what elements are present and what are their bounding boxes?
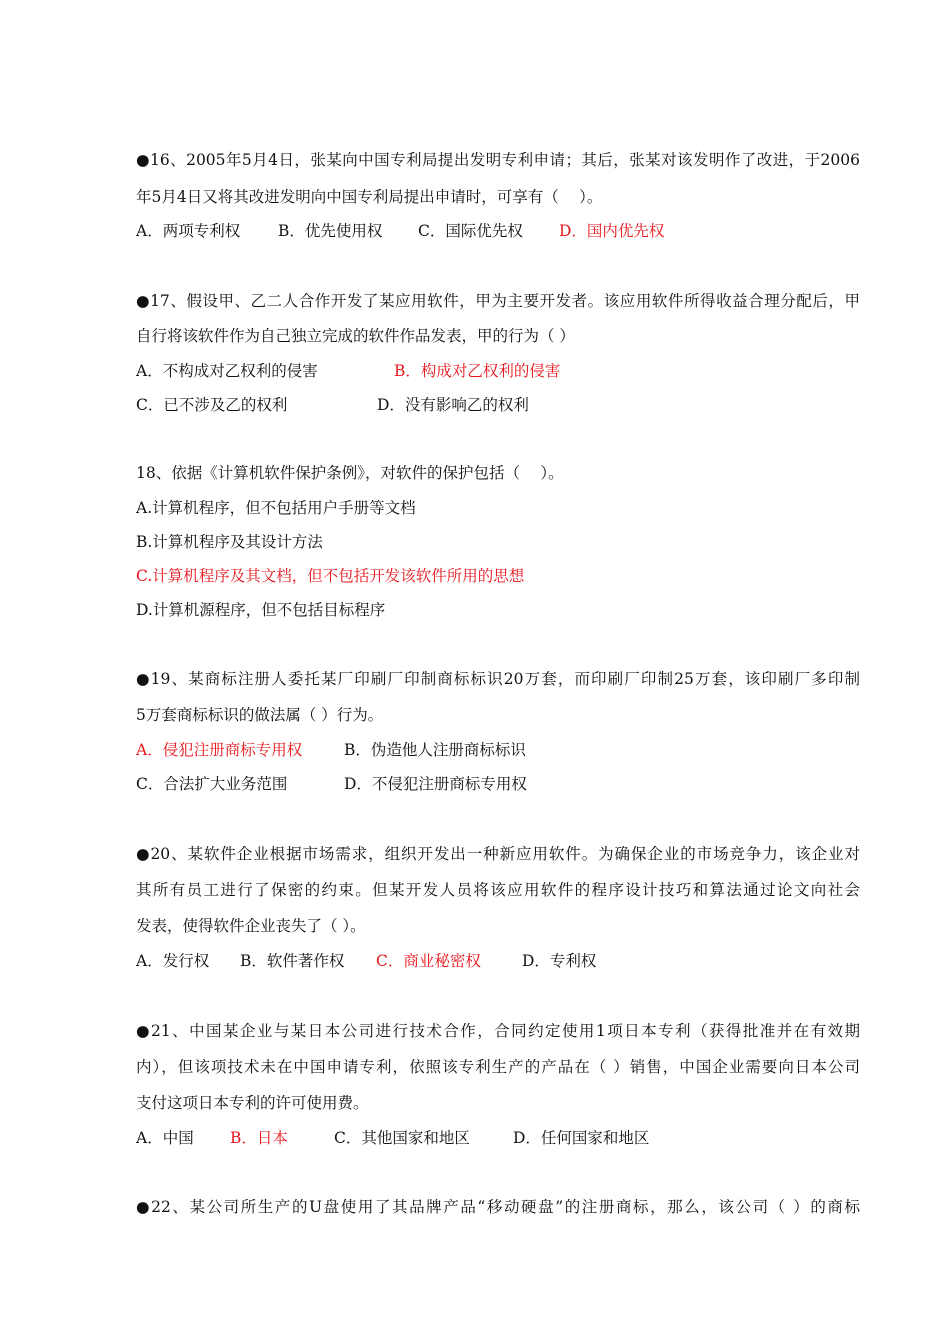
option-d-correct: D．国内优先权 bbox=[559, 222, 665, 240]
question-text-line: ●17、假设甲、乙二人合作开发了某应用软件，甲为主要开发者。该应用软件所得收益合理分配后，甲 bbox=[136, 292, 860, 310]
option-c-correct: C.计算机程序及其文档，但不包括开发该软件所用的思想 bbox=[136, 567, 525, 585]
option-c: C．已不涉及乙的权利 bbox=[136, 396, 288, 414]
option-b: B．伪造他人注册商标标识 bbox=[344, 741, 526, 759]
question-text-line: 发表，使得软件企业丧失了（ ）。 bbox=[136, 917, 366, 935]
question-text-line: 年5月4日又将其改进发明向中国专利局提出申请时，可享有（ ）。 bbox=[136, 188, 603, 206]
option-d: D．不侵犯注册商标专用权 bbox=[344, 775, 527, 793]
option-c-correct: C．商业秘密权 bbox=[376, 952, 481, 970]
option-d: D．没有影响乙的权利 bbox=[377, 396, 529, 414]
option-c: C．合法扩大业务范围 bbox=[136, 775, 288, 793]
question-text-line: ●21、中国某企业与某日本公司进行技术合作，合同约定使用1项日本专利（获得批准并在有效期 bbox=[136, 1022, 860, 1040]
question-text-line: ●16、2005年5月4日，张某向中国专利局提出发明专利申请；其后，张某对该发明作了改进，于2006 bbox=[136, 151, 860, 169]
option-b: B.计算机程序及其设计方法 bbox=[136, 533, 323, 551]
option-b-correct: B．日本 bbox=[230, 1129, 288, 1147]
option-a: A.计算机程序，但不包括用户手册等文档 bbox=[136, 499, 416, 517]
question-text-line: 内），但该项技术未在中国申请专利，依照该专利生产的产品在（ ）销售，中国企业需要向日本公司 bbox=[136, 1058, 860, 1076]
question-text-line: 5万套商标标识的做法属（ ）行为。 bbox=[136, 706, 384, 724]
option-b: B．优先使用权 bbox=[278, 222, 383, 240]
question-text-line: ●22、某公司所生产的U盘使用了其品牌产品“移动硬盘”的注册商标，那么，该公司（ ）的商标 bbox=[136, 1198, 860, 1216]
question-text-line: ●20、某软件企业根据市场需求，组织开发出一种新应用软件。为确保企业的市场竞争力，该企业对 bbox=[136, 845, 860, 863]
option-b-correct: B．构成对乙权利的侵害 bbox=[394, 362, 561, 380]
question-text-line: ●19、某商标注册人委托某厂印刷厂印制商标标识20万套，而印刷厂印制25万套，该印刷厂多印制 bbox=[136, 670, 860, 688]
option-a: A．发行权 bbox=[136, 952, 210, 970]
option-b: B．软件著作权 bbox=[240, 952, 345, 970]
question-text-line: 支付这项日本专利的许可使用费。 bbox=[136, 1094, 369, 1112]
question-text-line: 自行将该软件作为自己独立完成的软件作品发表，甲的行为（ ） bbox=[136, 327, 575, 345]
option-d: D．任何国家和地区 bbox=[513, 1129, 650, 1147]
question-text-line: 其所有员工进行了保密的约束。但某开发人员将该应用软件的程序设计技巧和算法通过论文向社会 bbox=[136, 881, 860, 899]
option-c: C．其他国家和地区 bbox=[334, 1129, 470, 1147]
option-a-correct: A．侵犯注册商标专用权 bbox=[136, 741, 303, 759]
option-d: D．专利权 bbox=[522, 952, 597, 970]
option-a: A．两项专利权 bbox=[136, 222, 241, 240]
option-a: A．不构成对乙权利的侵害 bbox=[136, 362, 318, 380]
option-c: C．国际优先权 bbox=[418, 222, 523, 240]
option-a: A．中国 bbox=[136, 1129, 194, 1147]
question-text-line: 18、依据《计算机软件保护条例》，对软件的保护包括（ ）。 bbox=[136, 464, 564, 482]
option-d: D.计算机源程序，但不包括目标程序 bbox=[136, 601, 386, 619]
